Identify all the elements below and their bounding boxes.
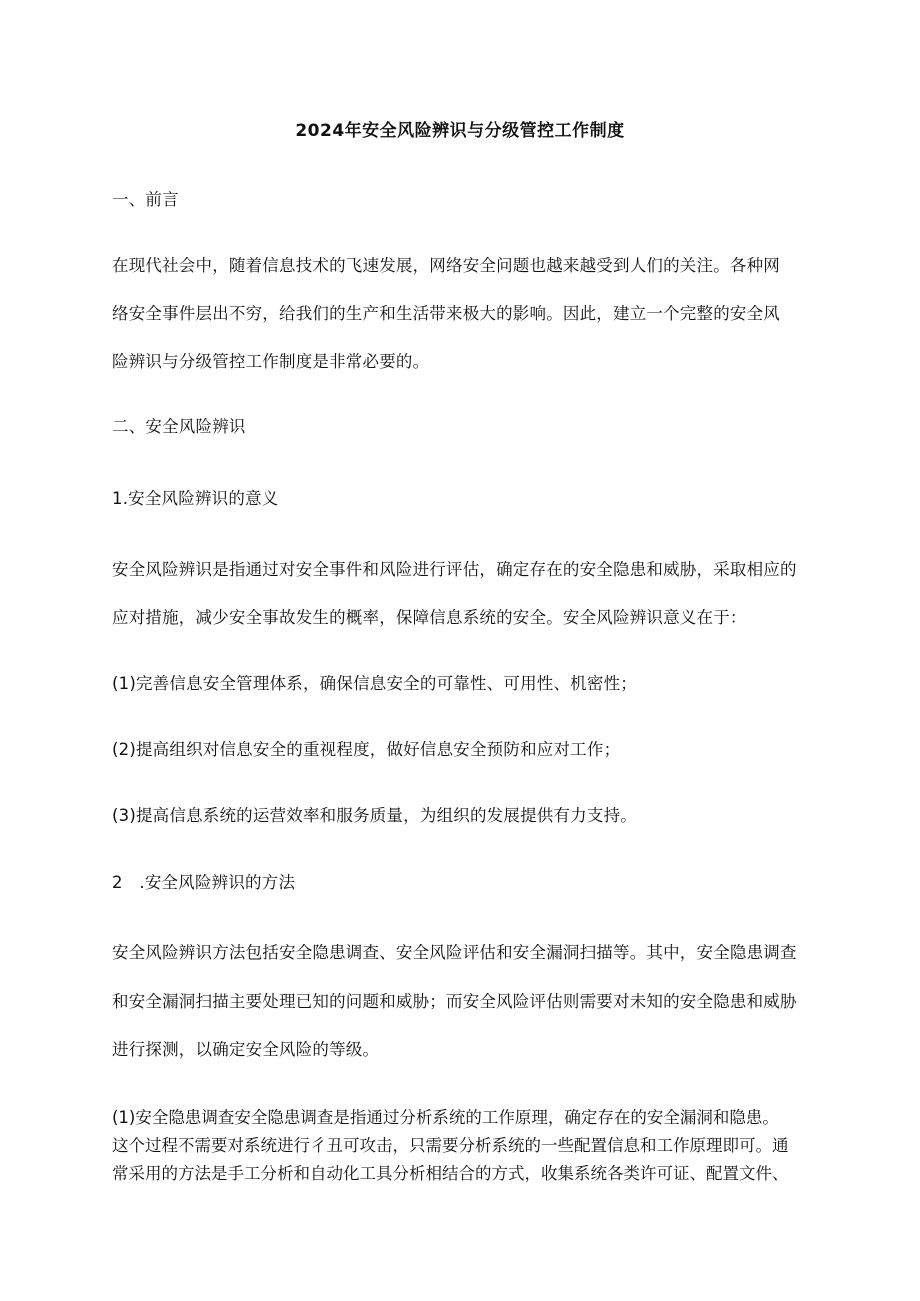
subsection-heading-methods: 2 .安全风险辨识的方法 bbox=[112, 873, 296, 892]
paragraph-line: 这个过程不需要对系统进行彳丑可攻击，只需要分析系统的一些配置信息和工作原理即可。通 bbox=[112, 1136, 789, 1155]
paragraph-line: 常采用的方法是手工分析和自动化工具分析相结合的方式，收集系统各类许可证、配置文件、 bbox=[112, 1164, 789, 1183]
paragraph-line: 和安全漏洞扫描主要处理已知的问题和威胁；而安全风险评估则需要对未知的安全隐患和威胁 bbox=[112, 992, 797, 1011]
paragraph-line: (1)安全隐患调查安全隐患调查是指通过分析系统的工作原理，确定存在的安全漏洞和隐患。 bbox=[112, 1108, 779, 1127]
paragraph-line: 安全风险辨识是指通过对安全事件和风险进行评估，确定存在的安全隐患和威胁，采取相应的 bbox=[112, 560, 797, 579]
section-heading-preface: 一、前言 bbox=[112, 190, 179, 209]
paragraph-line: 进行探测，以确定安全风险的等级。 bbox=[112, 1040, 380, 1059]
paragraph-line: 应对措施，减少安全事故发生的概率，保障信息系统的安全。安全风险辨识意义在于： bbox=[112, 608, 747, 627]
subsection-heading-significance: 1.安全风险辨识的意义 bbox=[112, 489, 279, 508]
paragraph-line: 险辨识与分级管控工作制度是非常必要的。 bbox=[112, 352, 430, 371]
paragraph-line: 安全风险辨识方法包括安全隐患调查、安全风险评估和安全漏洞扫描等。其中，安全隐患调查 bbox=[112, 943, 797, 962]
dense-paragraph bbox=[112, 1104, 808, 1188]
list-item: (2)提高组织对信息安全的重视程度，做好信息安全预防和应对工作； bbox=[112, 740, 621, 759]
list-item: (3)提高信息系统的运营效率和服务质量，为组织的发展提供有力支持。 bbox=[112, 806, 637, 825]
paragraph-line: 络安全事件层出不穷，给我们的生产和生活带来极大的影响。因此，建立一个完整的安全风 bbox=[112, 304, 780, 323]
section-heading-risk-identification: 二、安全风险辨识 bbox=[112, 417, 246, 436]
list-item: (1)完善信息安全管理体系，确保信息安全的可靠性、可用性、机密性； bbox=[112, 674, 637, 693]
paragraph-line: 在现代社会中，随着信息技术的飞速发展，网络安全问题也越来越受到人们的关注。各种网 bbox=[112, 256, 780, 275]
document-title: 2024年安全风险辨识与分级管控工作制度 bbox=[295, 121, 625, 141]
